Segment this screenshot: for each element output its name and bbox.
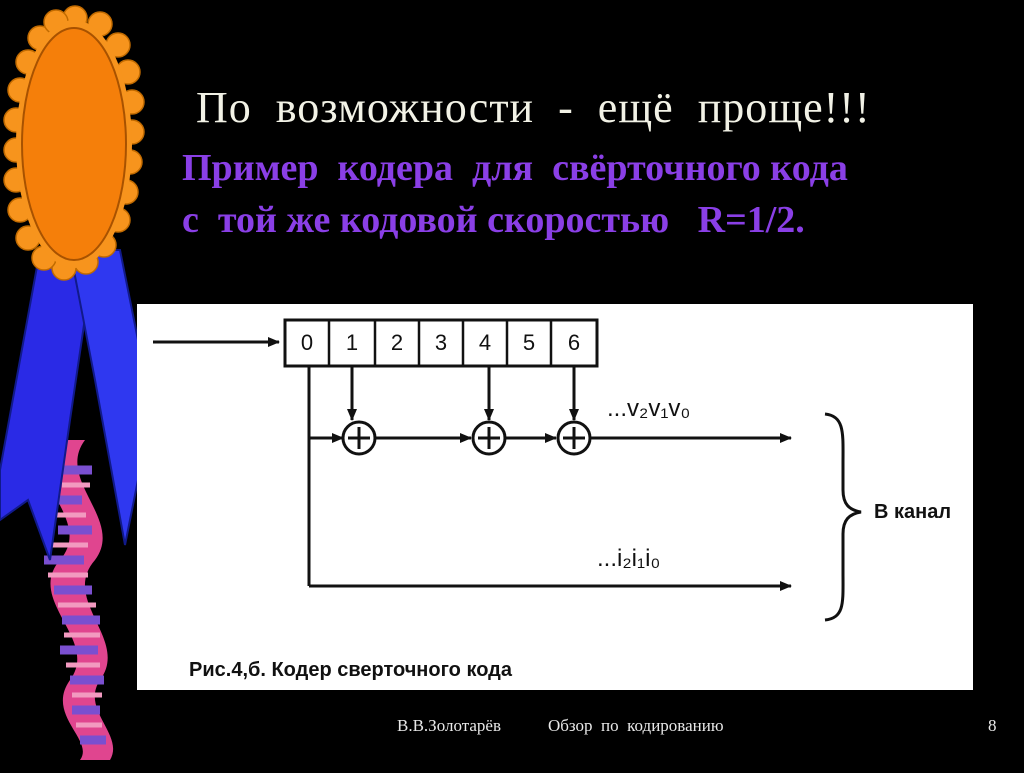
slide-subtitle-line1: Пример кодера для свёрточного кода xyxy=(182,147,848,189)
xor-adder-2 xyxy=(473,422,505,454)
register-cell-4: 4 xyxy=(478,330,492,355)
xor-adder-1 xyxy=(343,422,375,454)
slide-title: По возможности - ещё проще!!! xyxy=(196,83,871,132)
footer-author: В.В.Золотарёв xyxy=(397,716,501,735)
register-cell-6: 6 xyxy=(567,330,581,355)
channel-brace xyxy=(825,414,861,620)
register-cell-3: 3 xyxy=(434,330,448,355)
medal xyxy=(4,6,144,280)
xor-adder-3 xyxy=(558,422,590,454)
register-cell-0: 0 xyxy=(300,330,314,355)
encoder-diagram xyxy=(137,304,973,690)
upper-output-label: ...v₂v₁v₀ xyxy=(607,395,691,422)
footer-title: Обзор по кодированию xyxy=(548,716,724,735)
lower-output-label: ...i₂i₁i₀ xyxy=(597,545,661,572)
footer-page-number: 8 xyxy=(988,716,997,735)
register-cell-5: 5 xyxy=(522,330,536,355)
shift-register xyxy=(285,320,597,366)
register-cell-1: 1 xyxy=(345,330,359,355)
slide-subtitle-line2: с той же кодовой скоростью R=1/2. xyxy=(182,199,805,241)
encoder-figure xyxy=(137,304,973,690)
figure-caption: Рис.4,б. Кодер сверточного кода xyxy=(189,659,512,681)
register-cell-2: 2 xyxy=(390,330,404,355)
channel-label: В канал xyxy=(874,501,952,523)
